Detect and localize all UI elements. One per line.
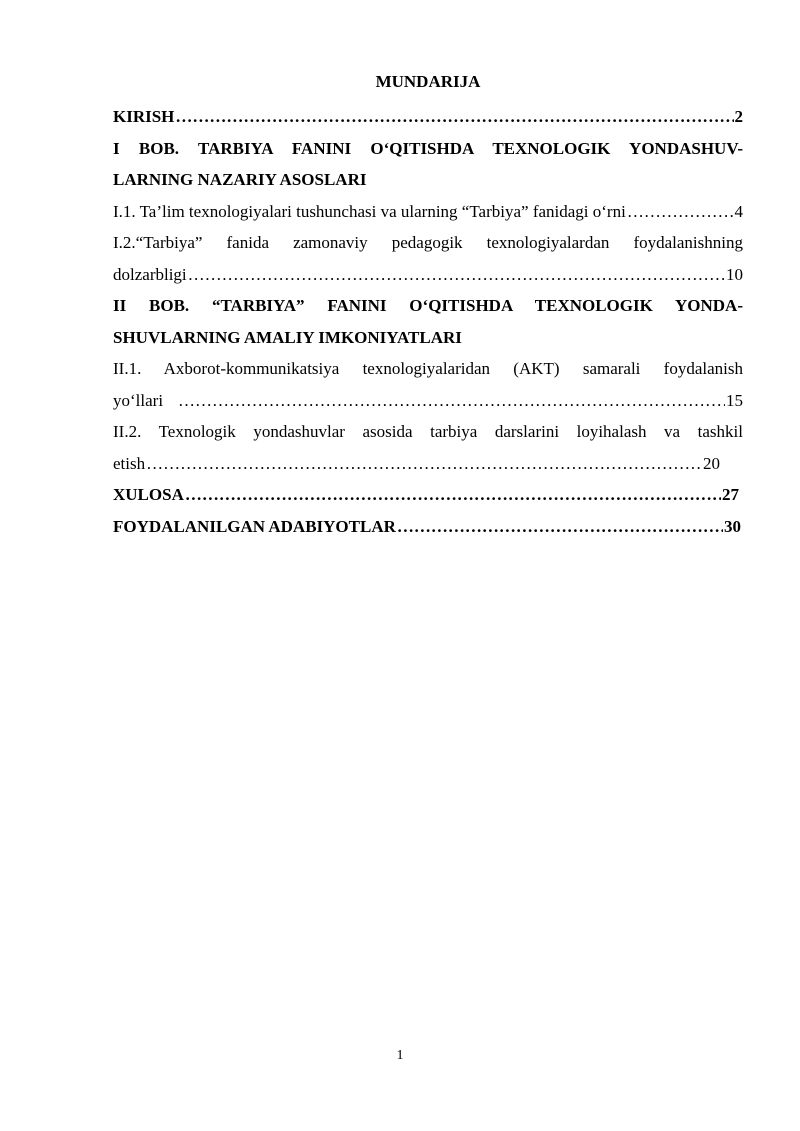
page-number: 1 [396,1048,404,1063]
toc-chapter-1-line-2: LARNING NAZARIY ASOSLARI [113,170,367,189]
table-of-contents [113,70,743,542]
toc-entry-section-1-2-line-1: I.2.“Tarbiya” fanida zamonaviy pedagogik texnologiyalardan foydalanishning [113,233,743,252]
dot-leader [175,101,733,133]
page-title: MUNDARIJA [375,72,481,91]
toc-entry-intro [113,101,743,133]
dot-leader [397,511,723,543]
toc-entry-section-2-1-line-1: II.1. Axborot-kommunikatsiya texnologiyalaridan (AKT) samarali foydalanish [113,359,743,378]
toc-entry-references [113,511,741,543]
toc-page-number: 10 [726,264,743,284]
toc-entry-label: XULOSA [113,485,184,504]
toc-chapter-2-line-2: SHUVLARNING AMALIY IMKONIYATLARI [113,327,462,347]
toc-entry-label: I.1. Ta’lim texnologiyalari tushunchasi va ularning “Tarbiya” fanidagi o‘rni [113,201,626,221]
dot-leader [188,259,725,291]
toc-page-number: 4 [734,201,743,221]
toc-page-number: 30 [724,516,741,536]
toc-entry-label: etish [113,453,146,473]
toc-page-number: 2 [734,107,743,126]
toc-entry-label: FOYDALANILGAN ADABIYOTLAR [113,516,396,536]
toc-page-number: 20 [703,453,720,473]
dot-leader [185,479,721,511]
toc-entry-label: yo‘llari [113,390,164,410]
dot-leader [146,448,702,480]
toc-chapter-2-line-1: II BOB. “TARBIYA” FANINI O‘QITISHDA TEXNOLOGIK YONDA- [113,296,743,315]
toc-page-number: 27 [722,485,739,504]
toc-entry-section-2-1 [113,385,743,417]
dot-leader [627,196,734,228]
toc-entry-label: KIRISH [113,107,175,126]
toc-entry-section-1-1 [113,196,743,228]
toc-entry-label: dolzarbligi [113,264,187,284]
toc-chapter-1-line-1: I BOB. TARBIYA FANINI O‘QITISHDA TEXNOLOGIK YONDASHUV- [113,138,743,158]
toc-entry-conclusion [113,479,739,511]
toc-entry-section-2-2 [113,448,720,480]
toc-entry-section-2-2-line-1: II.2. Texnologik yondashuvlar asosida tarbiya darslarini loyihalash va tashkil [113,422,743,441]
toc-page-number: 15 [726,390,743,410]
toc-entry-section-1-2 [113,259,743,291]
dot-leader [178,385,725,417]
